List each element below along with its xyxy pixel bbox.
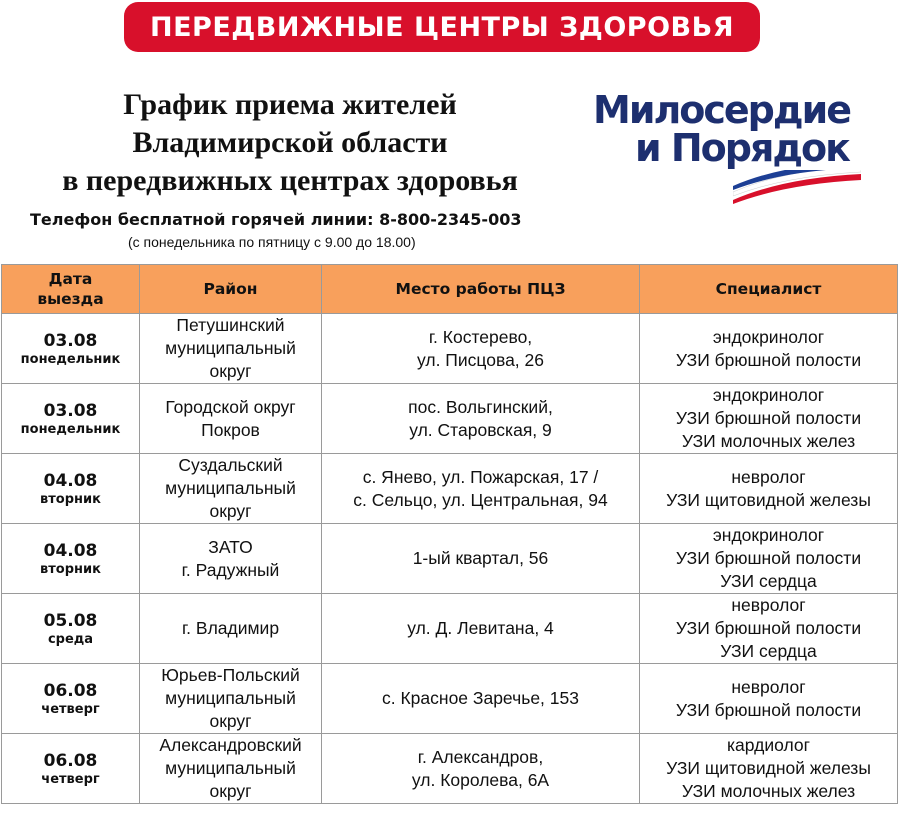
cell-district bbox=[140, 734, 322, 804]
cell-place-line: г. Костерево, bbox=[428, 326, 533, 347]
cell-specialist-line: эндокринолог bbox=[712, 525, 825, 545]
cell-specialist-line: УЗИ молочных желез bbox=[681, 431, 856, 451]
cell-district-line: Городской округ bbox=[165, 396, 296, 417]
cell-date bbox=[2, 524, 140, 594]
cell-district-line: муниципальный bbox=[165, 478, 296, 498]
cell-specialist bbox=[640, 664, 898, 734]
weekday: четверг bbox=[41, 771, 100, 787]
cell-district-line: Александровский bbox=[159, 735, 302, 755]
cell-place-line: ул. Д. Левитана, 4 bbox=[407, 618, 554, 638]
header-specialist: Специалист bbox=[640, 265, 898, 314]
cell-specialist bbox=[640, 524, 898, 594]
cell-place bbox=[322, 384, 640, 454]
table-row bbox=[2, 384, 898, 454]
weekday: понедельник bbox=[20, 421, 121, 437]
cell-specialist-line: УЗИ брюшной полости bbox=[675, 408, 862, 428]
date-value: 04.08 bbox=[43, 540, 98, 561]
cell-specialist-line: невролог bbox=[731, 676, 806, 697]
cell-place bbox=[322, 454, 640, 524]
cell-district-line: г. Владимир bbox=[181, 618, 280, 638]
table-row bbox=[2, 594, 898, 664]
flag-wave-icon bbox=[733, 170, 861, 204]
date-value: 04.08 bbox=[43, 470, 98, 491]
cell-place-line: с. Красное Заречье, 153 bbox=[382, 688, 579, 708]
cell-specialist-line: УЗИ брюшной полости bbox=[675, 349, 862, 370]
weekday: среда bbox=[47, 631, 94, 647]
cell-district-line: округ bbox=[209, 501, 252, 521]
cell-district-line: Петушинский bbox=[176, 315, 285, 335]
cell-district bbox=[140, 454, 322, 524]
cell-district-line: муниципальный bbox=[165, 758, 296, 778]
date-value: 05.08 bbox=[43, 610, 98, 631]
table-row bbox=[2, 734, 898, 804]
cell-place bbox=[322, 734, 640, 804]
cell-place-line: ул. Королева, 6А bbox=[411, 769, 550, 790]
cell-date bbox=[2, 454, 140, 524]
cell-place bbox=[322, 524, 640, 594]
cell-district-line: округ bbox=[209, 361, 252, 381]
cell-district bbox=[140, 314, 322, 384]
logo bbox=[593, 90, 873, 205]
date-value: 06.08 bbox=[43, 680, 98, 701]
header-banner bbox=[124, 2, 760, 52]
cell-district-line: Юрьев-Польский bbox=[161, 665, 300, 685]
cell-district-line: муниципальный bbox=[165, 338, 296, 358]
header-place: Место работы ПЦЗ bbox=[322, 265, 640, 314]
cell-place bbox=[322, 664, 640, 734]
weekday: четверг bbox=[41, 701, 100, 717]
cell-specialist-line: эндокринолог bbox=[712, 385, 825, 405]
cell-specialist-line: УЗИ молочных желез bbox=[681, 781, 856, 801]
cell-place bbox=[322, 594, 640, 664]
cell-specialist-line: УЗИ сердца bbox=[720, 571, 817, 591]
cell-specialist bbox=[640, 384, 898, 454]
cell-place-line: 1-ый квартал, 56 bbox=[412, 548, 549, 568]
cell-specialist bbox=[640, 594, 898, 664]
cell-place-line: пос. Вольгинский, bbox=[408, 396, 553, 417]
cell-place-line: ул. Писцова, 26 bbox=[417, 349, 544, 370]
table-row bbox=[2, 524, 898, 594]
cell-date bbox=[2, 594, 140, 664]
date-value: 03.08 bbox=[43, 330, 98, 351]
date-value: 03.08 bbox=[43, 400, 98, 421]
weekday: вторник bbox=[40, 561, 101, 577]
hours-text: (с понедельника по пятницу с 9.00 до 18.00) bbox=[128, 234, 416, 250]
cell-district-line: округ bbox=[209, 711, 252, 731]
date-value: 06.08 bbox=[43, 750, 98, 771]
cell-date bbox=[2, 664, 140, 734]
table-row bbox=[2, 454, 898, 524]
cell-place-line: с. Янево, ул. Пожарская, 17 / bbox=[362, 466, 599, 487]
cell-place bbox=[322, 314, 640, 384]
hotline-text: Телефон бесплатной горячей линии: 8-800-2345-003 bbox=[30, 210, 522, 229]
cell-district bbox=[140, 524, 322, 594]
logo-line-1: Милосердие bbox=[593, 88, 850, 132]
cell-date bbox=[2, 314, 140, 384]
cell-place-line: с. Сельцо, ул. Центральная, 94 bbox=[353, 489, 608, 510]
cell-district bbox=[140, 664, 322, 734]
cell-specialist-line: невролог bbox=[731, 595, 806, 615]
cell-district-line: муниципальный bbox=[165, 688, 296, 708]
cell-district-line: Суздальский bbox=[178, 455, 283, 475]
cell-specialist-line: УЗИ сердца bbox=[720, 641, 817, 661]
title-line: в передвижных центрах здоровья bbox=[62, 164, 518, 197]
cell-district-line: округ bbox=[209, 781, 252, 801]
header-date: Дата выезда bbox=[2, 265, 140, 314]
cell-district bbox=[140, 384, 322, 454]
cell-specialist-line: УЗИ брюшной полости bbox=[675, 699, 862, 720]
cell-specialist-line: невролог bbox=[731, 466, 806, 487]
page-title bbox=[30, 86, 550, 200]
weekday: понедельник bbox=[20, 351, 121, 367]
cell-date bbox=[2, 734, 140, 804]
cell-specialist-line: УЗИ брюшной полости bbox=[675, 618, 862, 638]
cell-specialist-line: УЗИ щитовидной железы bbox=[666, 489, 871, 510]
cell-district bbox=[140, 594, 322, 664]
cell-specialist-line: кардиолог bbox=[727, 735, 810, 755]
cell-place-line: ул. Старовская, 9 bbox=[409, 419, 552, 440]
title-line: Владимирской области bbox=[132, 126, 448, 159]
logo-line-2: и Порядок bbox=[635, 126, 849, 170]
cell-place-line: г. Александров, bbox=[417, 746, 544, 767]
cell-district-line: г. Радужный bbox=[181, 559, 280, 580]
table-row bbox=[2, 314, 898, 384]
cell-specialist-line: УЗИ брюшной полости bbox=[675, 548, 862, 568]
table-header-row bbox=[2, 265, 898, 314]
cell-specialist-line: УЗИ щитовидной железы bbox=[666, 758, 871, 778]
header-district: Район bbox=[140, 265, 322, 314]
cell-specialist bbox=[640, 454, 898, 524]
cell-district-line: Покров bbox=[201, 419, 260, 440]
weekday: вторник bbox=[40, 491, 101, 507]
title-line: График приема жителей bbox=[123, 88, 457, 121]
cell-specialist-line: эндокринолог bbox=[712, 326, 825, 347]
table-row bbox=[2, 664, 898, 734]
cell-district-line: ЗАТО bbox=[208, 536, 253, 557]
schedule-table bbox=[1, 264, 898, 804]
cell-specialist bbox=[640, 314, 898, 384]
cell-date bbox=[2, 384, 140, 454]
banner-title: ПЕРЕДВИЖНЫЕ ЦЕНТРЫ ЗДОРОВЬЯ bbox=[149, 11, 734, 43]
cell-specialist bbox=[640, 734, 898, 804]
